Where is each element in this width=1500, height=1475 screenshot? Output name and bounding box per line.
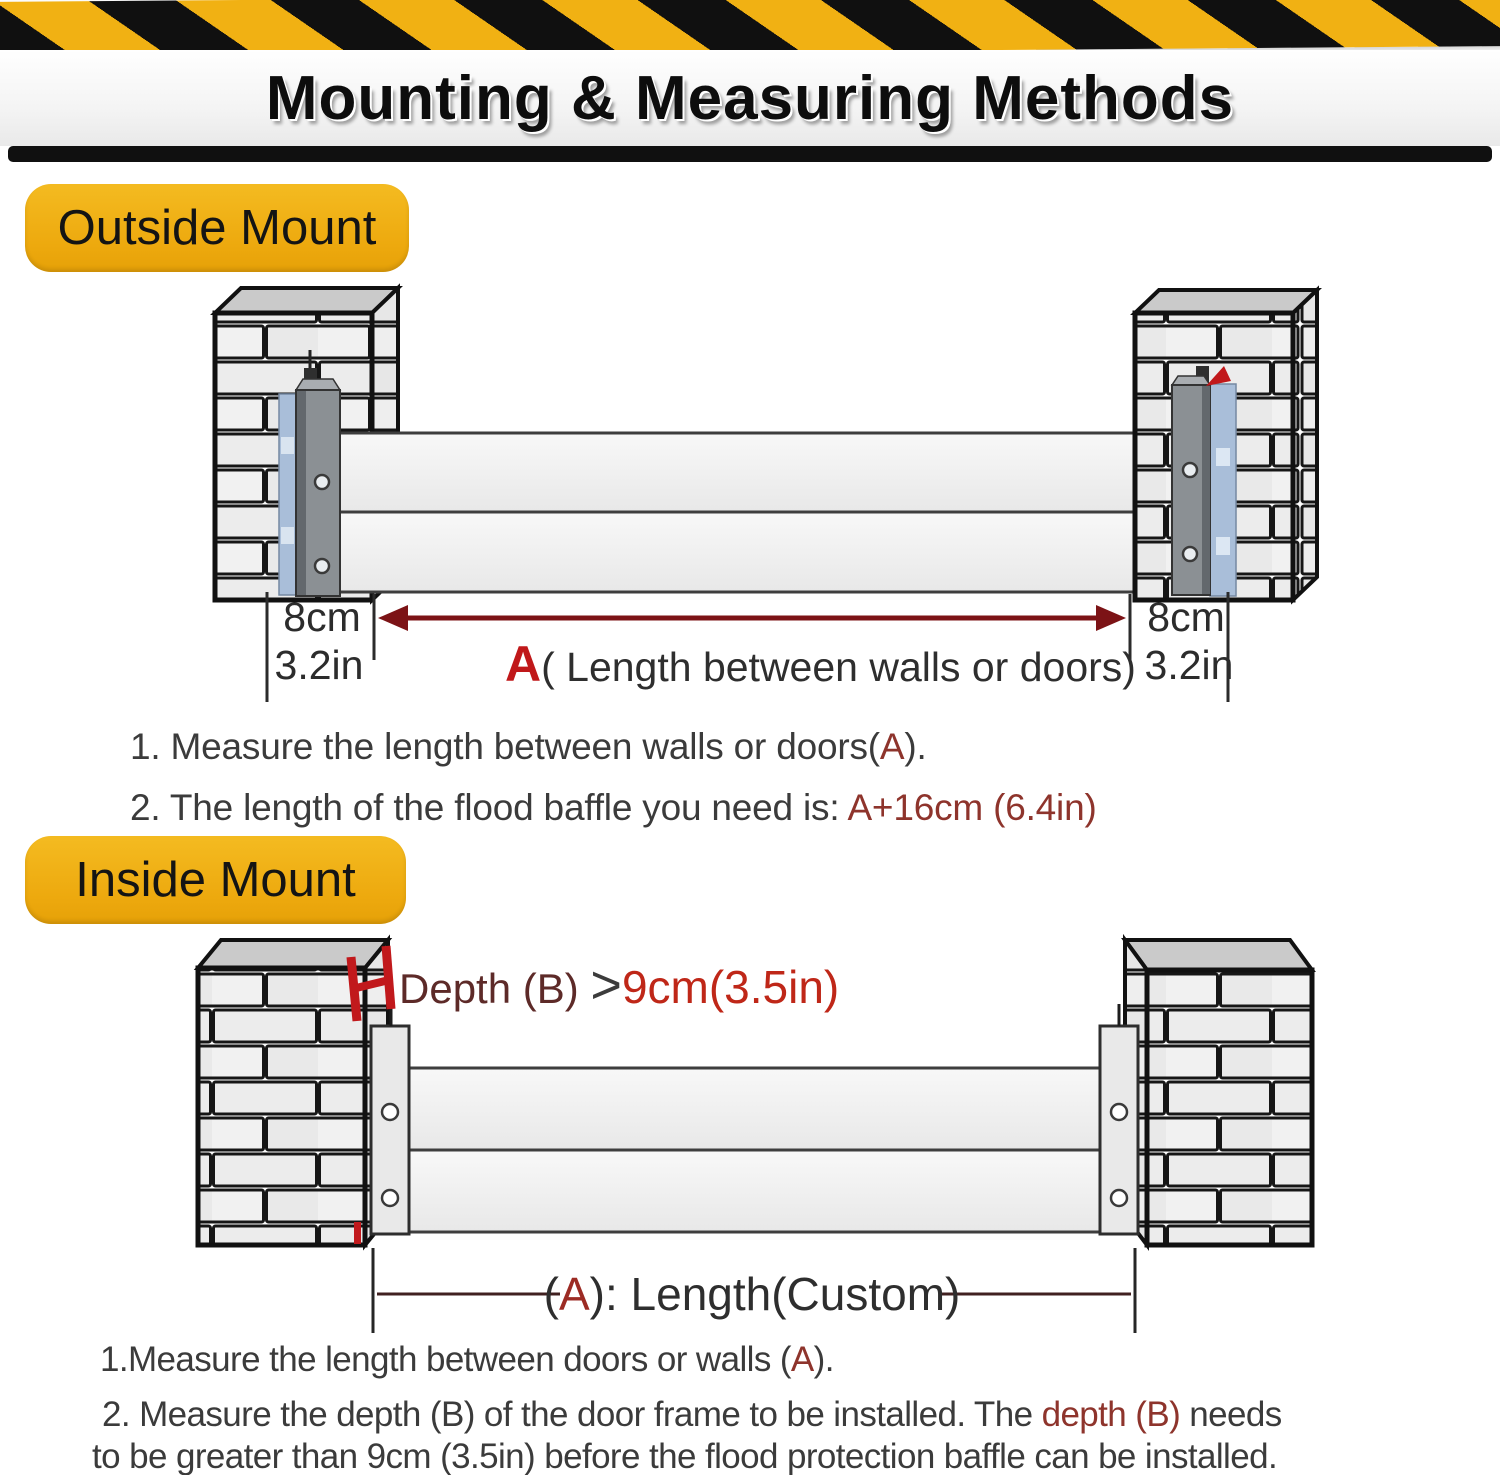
inside-step-2: 2. Measure the depth (B) of the door frame to be installed. The depth (B) needs xyxy=(102,1395,1282,1434)
screw-hole xyxy=(1111,1104,1127,1120)
screw-hole xyxy=(1183,547,1197,561)
length-custom-label: (A): Length(Custom) xyxy=(543,1268,961,1320)
seal-strip-left xyxy=(279,394,296,595)
inside-mount-instructions xyxy=(0,1340,1500,1475)
inside-step-2-continued: to be greater than 9cm (3.5in) before the flood protection baffle can be installed. xyxy=(92,1437,1278,1475)
flood-barrier-boards xyxy=(409,1068,1100,1232)
inside-mount-badge-label: Inside Mount xyxy=(75,853,356,907)
title-banner xyxy=(0,50,1500,146)
screw-hole xyxy=(315,559,329,573)
inside-mount-diagram xyxy=(0,930,1500,1350)
page-title: Mounting & Measuring Methods xyxy=(265,63,1235,133)
inside-mount-badge xyxy=(25,836,406,924)
outside-mount-instructions xyxy=(130,726,1470,829)
outside-mount-diagram xyxy=(0,280,1500,712)
outside-mount-badge xyxy=(25,184,409,272)
dim-left-in-label: 3.2in xyxy=(274,642,364,688)
depth-requirement-label: Depth (B) >9cm(3.5in) xyxy=(399,955,840,1015)
screw-hole xyxy=(382,1104,398,1120)
dim-left-cm-label: 8cm xyxy=(283,594,361,640)
screw-hole xyxy=(1111,1190,1127,1206)
dim-right-cm-label: 8cm xyxy=(1147,594,1225,640)
seal-strip-right xyxy=(1210,384,1236,596)
dim-right-in-label: 3.2in xyxy=(1144,642,1234,688)
inside-step-1: 1.Measure the length between doors or walls (A). xyxy=(100,1340,834,1379)
title-divider-bar xyxy=(8,146,1492,162)
screw-hole xyxy=(315,475,329,489)
outside-step-2: 2. The length of the flood baffle you need is: A+16cm (6.4in) xyxy=(130,787,1097,828)
mounting-channel-right xyxy=(1172,366,1236,596)
outside-mount-badge-label: Outside Mount xyxy=(57,201,377,255)
mounting-rail-right xyxy=(1100,1004,1138,1234)
screw-hole xyxy=(1183,463,1197,477)
flood-barrier-boards xyxy=(332,433,1175,592)
dimension-annotation-A xyxy=(373,1248,1135,1333)
brick-pillar-right xyxy=(1125,940,1312,1245)
screw-hole xyxy=(382,1190,398,1206)
dimension-annotation-A xyxy=(267,592,1233,702)
outside-step-1: 1. Measure the length between walls or doors(A). xyxy=(130,726,927,767)
length-between-walls-label: A( Length between walls or doors) xyxy=(505,636,1136,692)
